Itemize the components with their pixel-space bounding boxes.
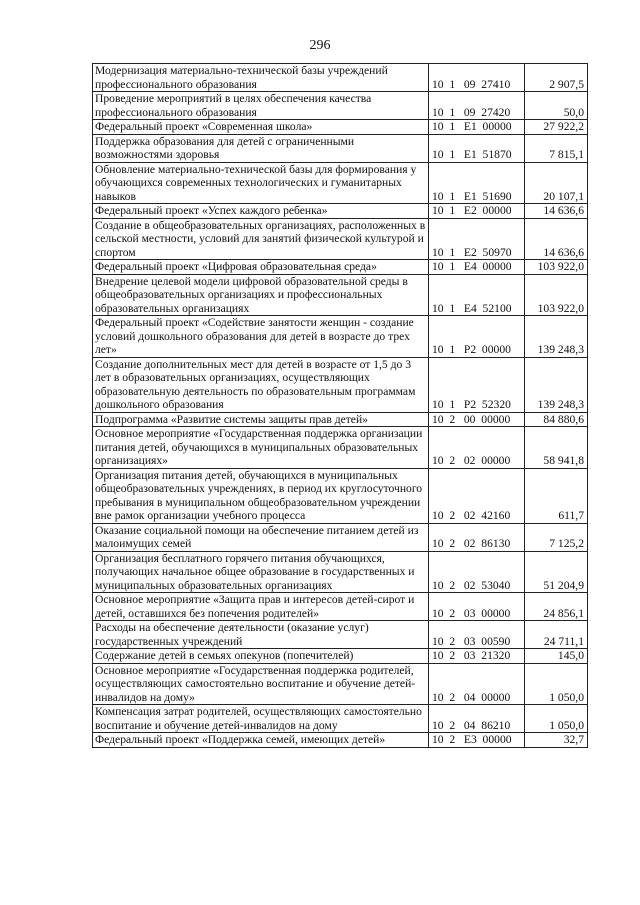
row-name-cell: Основное мероприятие «Государственная поддержка родителей, осуществляющих самостоятельно воспитание и обучение детей-инвалидов на дому» — [93, 663, 429, 705]
row-amount-cell: 7 815,1 — [525, 134, 588, 162]
row-name-cell: Создание дополнительных мест для детей в возрасте от 1,5 до 3 лет в образовательных организациях, осуществляющих образовательную деятельность по образовательным программам дошкольного образования — [93, 357, 429, 412]
row-name-cell: Федеральный проект «Успех каждого ребенка» — [93, 204, 429, 219]
table-row — [93, 134, 588, 162]
row-code-cell: 10 1 09 27420 — [429, 92, 525, 120]
table-row — [93, 663, 588, 705]
row-code-cell: 10 1 Е1 00000 — [429, 120, 525, 135]
row-code-cell: 10 2 03 21320 — [429, 649, 525, 664]
row-amount-cell: 1 050,0 — [525, 705, 588, 733]
row-code-cell: 10 2 02 42160 — [429, 468, 525, 523]
row-code-cell: 10 1 Е2 50970 — [429, 218, 525, 260]
row-amount-cell: 103 922,0 — [525, 274, 588, 316]
row-amount-cell: 50,0 — [525, 92, 588, 120]
row-code-cell: 10 2 02 86130 — [429, 523, 525, 551]
table-row — [93, 705, 588, 733]
table-row — [93, 204, 588, 219]
row-name-cell: Федеральный проект «Поддержка семей, имеющих детей» — [93, 733, 429, 748]
table-row — [93, 621, 588, 649]
row-amount-cell: 2 907,5 — [525, 64, 588, 92]
row-amount-cell: 7 125,2 — [525, 523, 588, 551]
row-amount-cell: 14 636,6 — [525, 204, 588, 219]
row-code-cell: 10 2 02 53040 — [429, 551, 525, 593]
table-row — [93, 551, 588, 593]
row-code-cell: 10 1 Е1 51690 — [429, 162, 525, 204]
row-code-cell: 10 2 03 00000 — [429, 593, 525, 621]
budget-table — [92, 63, 588, 748]
row-name-cell: Компенсация затрат родителей, осуществляющих самостоятельно воспитание и обучение детей-инвалидов на дому — [93, 705, 429, 733]
row-name-cell: Оказание социальной помощи на обеспечение питанием детей из малоимущих семей — [93, 523, 429, 551]
row-amount-cell: 27 922,2 — [525, 120, 588, 135]
row-code-cell: 10 2 04 86210 — [429, 705, 525, 733]
row-name-cell: Внедрение целевой модели цифровой образовательной среды в общеобразовательных организациях и профессиональных образовательных организациях — [93, 274, 429, 316]
row-code-cell: 10 1 Р2 52320 — [429, 357, 525, 412]
row-name-cell: Создание в общеобразовательных организациях, расположенных в сельской местности, условий для занятий физической культурой и спортом — [93, 218, 429, 260]
row-name-cell: Расходы на обеспечение деятельности (оказание услуг) государственных учреждений — [93, 621, 429, 649]
row-name-cell: Организация бесплатного горячего питания обучающихся, получающих начальное общее образование в государственных и муниципальных образовательных организациях — [93, 551, 429, 593]
row-code-cell: 10 2 04 00000 — [429, 663, 525, 705]
table-row — [93, 357, 588, 412]
table-row — [93, 427, 588, 469]
row-amount-cell: 24 856,1 — [525, 593, 588, 621]
row-name-cell: Обновление материально-технической базы для формирования у обучающихся современных технологических и гуманитарных навыков — [93, 162, 429, 204]
budget-table-body — [93, 64, 588, 748]
table-row — [93, 162, 588, 204]
row-amount-cell: 84 880,6 — [525, 412, 588, 427]
table-row — [93, 523, 588, 551]
row-name-cell: Модернизация материально-технической базы учреждений профессионального образования — [93, 64, 429, 92]
row-amount-cell: 51 204,9 — [525, 551, 588, 593]
row-amount-cell: 611,7 — [525, 468, 588, 523]
table-row — [93, 92, 588, 120]
row-name-cell: Основное мероприятие «Государственная поддержка организации питания детей, обучающихся в муниципальных образовательных организациях» — [93, 427, 429, 469]
row-code-cell: 10 1 Е1 51870 — [429, 134, 525, 162]
row-amount-cell: 32,7 — [525, 733, 588, 748]
row-code-cell: 10 2 00 00000 — [429, 412, 525, 427]
row-code-cell: 10 1 Е4 00000 — [429, 260, 525, 275]
row-name-cell: Поддержка образования для детей с ограниченными возможностями здоровья — [93, 134, 429, 162]
row-code-cell: 10 1 Р2 00000 — [429, 316, 525, 358]
row-name-cell: Федеральный проект «Содействие занятости женщин - создание условий дошкольного образования для детей в возрасте до трех лет» — [93, 316, 429, 358]
table-row — [93, 593, 588, 621]
row-amount-cell: 145,0 — [525, 649, 588, 664]
row-code-cell: 10 2 02 00000 — [429, 427, 525, 469]
table-row — [93, 64, 588, 92]
row-name-cell: Организация питания детей, обучающихся в муниципальных общеобразовательных учреждениях, в период их круглосуточного пребывания в муниципальном общеобразовательном учреждении вне рамок организации учебного процесса — [93, 468, 429, 523]
row-name-cell: Подпрограмма «Развитие системы защиты прав детей» — [93, 412, 429, 427]
row-amount-cell: 20 107,1 — [525, 162, 588, 204]
row-name-cell: Федеральный проект «Современная школа» — [93, 120, 429, 135]
row-code-cell: 10 2 Е3 00000 — [429, 733, 525, 748]
table-row — [93, 468, 588, 523]
table-row — [93, 316, 588, 358]
row-name-cell: Федеральный проект «Цифровая образовательная среда» — [93, 260, 429, 275]
row-amount-cell: 103 922,0 — [525, 260, 588, 275]
page-number: 296 — [309, 38, 331, 53]
table-row — [93, 274, 588, 316]
row-code-cell: 10 1 Е2 00000 — [429, 204, 525, 219]
table-row — [93, 412, 588, 427]
row-name-cell: Проведение мероприятий в целях обеспечения качества профессионального образования — [93, 92, 429, 120]
row-amount-cell: 24 711,1 — [525, 621, 588, 649]
row-name-cell: Основное мероприятие «Защита прав и интересов детей-сирот и детей, оставшихся без попечения родителей» — [93, 593, 429, 621]
table-row — [93, 218, 588, 260]
table-row — [93, 649, 588, 664]
row-amount-cell: 139 248,3 — [525, 357, 588, 412]
table-row — [93, 733, 588, 748]
table-row — [93, 120, 588, 135]
row-code-cell: 10 1 Е4 52100 — [429, 274, 525, 316]
row-amount-cell: 14 636,6 — [525, 218, 588, 260]
row-code-cell: 10 2 03 00590 — [429, 621, 525, 649]
row-name-cell: Содержание детей в семьях опекунов (попечителей) — [93, 649, 429, 664]
row-amount-cell: 1 050,0 — [525, 663, 588, 705]
row-code-cell: 10 1 09 27410 — [429, 64, 525, 92]
row-amount-cell: 58 941,8 — [525, 427, 588, 469]
table-row — [93, 260, 588, 275]
row-amount-cell: 139 248,3 — [525, 316, 588, 358]
